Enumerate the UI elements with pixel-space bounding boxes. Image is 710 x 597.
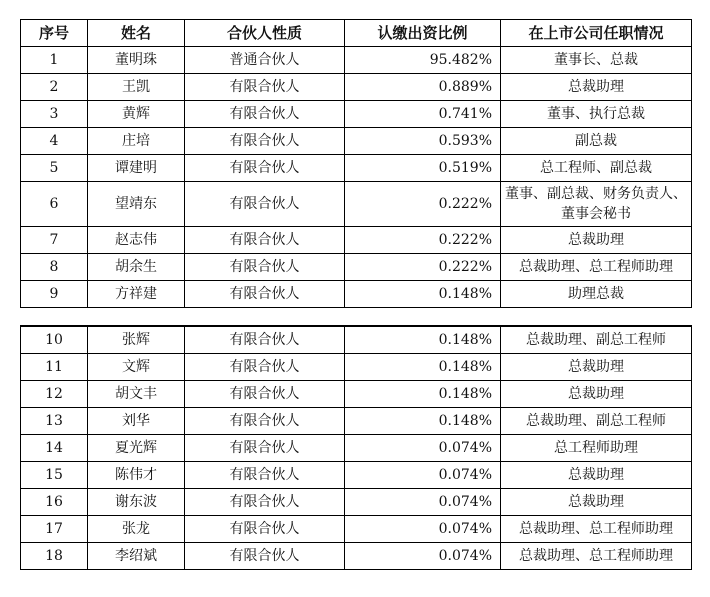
- cell-partner-type: 有限合伙人: [185, 462, 345, 489]
- cell-no: 16: [21, 489, 88, 516]
- cell-position: 董事、执行总裁: [501, 101, 692, 128]
- table-row: [21, 516, 692, 543]
- cell-contribution-ratio: 0.148%: [345, 326, 501, 354]
- cell-contribution-ratio: 0.074%: [345, 489, 501, 516]
- cell-position: 总裁助理、总工程师助理: [501, 543, 692, 570]
- cell-contribution-ratio: 0.074%: [345, 516, 501, 543]
- cell-no: 5: [21, 155, 88, 182]
- header-contribution-ratio: 认缴出资比例: [345, 20, 501, 47]
- table-row: [21, 489, 692, 516]
- cell-name: 望靖东: [88, 182, 185, 227]
- table-row: [21, 354, 692, 381]
- cell-position: 助理总裁: [501, 281, 692, 308]
- table-row: [21, 462, 692, 489]
- cell-position: 总裁助理、副总工程师: [501, 408, 692, 435]
- cell-partner-type: 有限合伙人: [185, 381, 345, 408]
- cell-position: 副总裁: [501, 128, 692, 155]
- cell-position: 总裁助理: [501, 354, 692, 381]
- cell-no: 3: [21, 101, 88, 128]
- cell-position: 总裁助理: [501, 462, 692, 489]
- cell-partner-type: 有限合伙人: [185, 435, 345, 462]
- cell-contribution-ratio: 0.074%: [345, 462, 501, 489]
- cell-position: 总裁助理: [501, 74, 692, 101]
- cell-no: 12: [21, 381, 88, 408]
- cell-name: 张龙: [88, 516, 185, 543]
- cell-position: 总裁助理、副总工程师: [501, 326, 692, 354]
- cell-partner-type: 有限合伙人: [185, 101, 345, 128]
- cell-position: 总裁助理: [501, 489, 692, 516]
- cell-no: 4: [21, 128, 88, 155]
- cell-partner-type: 有限合伙人: [185, 281, 345, 308]
- cell-name: 夏光辉: [88, 435, 185, 462]
- cell-no: 7: [21, 227, 88, 254]
- header-no: 序号: [21, 20, 88, 47]
- header-name: 姓名: [88, 20, 185, 47]
- cell-contribution-ratio: 0.222%: [345, 254, 501, 281]
- table-row: [21, 182, 692, 227]
- table-row: [21, 47, 692, 74]
- cell-partner-type: 有限合伙人: [185, 543, 345, 570]
- cell-position: 董事长、总裁: [501, 47, 692, 74]
- cell-name: 王凯: [88, 74, 185, 101]
- cell-partner-type: 有限合伙人: [185, 182, 345, 227]
- table-row: [21, 408, 692, 435]
- cell-partner-type: 有限合伙人: [185, 155, 345, 182]
- cell-name: 庄培: [88, 128, 185, 155]
- table-row: [21, 128, 692, 155]
- cell-name: 文辉: [88, 354, 185, 381]
- cell-name: 刘华: [88, 408, 185, 435]
- cell-no: 17: [21, 516, 88, 543]
- cell-name: 赵志伟: [88, 227, 185, 254]
- cell-contribution-ratio: 0.148%: [345, 281, 501, 308]
- cell-contribution-ratio: 0.148%: [345, 354, 501, 381]
- cell-no: 2: [21, 74, 88, 101]
- partner-table-part2: [20, 325, 692, 570]
- cell-contribution-ratio: 0.074%: [345, 435, 501, 462]
- cell-partner-type: 有限合伙人: [185, 516, 345, 543]
- cell-name: 董明珠: [88, 47, 185, 74]
- cell-position: 总工程师、副总裁: [501, 155, 692, 182]
- cell-no: 18: [21, 543, 88, 570]
- cell-partner-type: 有限合伙人: [185, 326, 345, 354]
- table-row: [21, 381, 692, 408]
- cell-name: 张辉: [88, 326, 185, 354]
- cell-partner-type: 普通合伙人: [185, 47, 345, 74]
- table-row: [21, 74, 692, 101]
- cell-partner-type: 有限合伙人: [185, 74, 345, 101]
- partner-table-part1: [20, 19, 692, 308]
- cell-partner-type: 有限合伙人: [185, 254, 345, 281]
- cell-name: 谢东波: [88, 489, 185, 516]
- cell-contribution-ratio: 0.519%: [345, 155, 501, 182]
- header-partner-type: 合伙人性质: [185, 20, 345, 47]
- header-row: [21, 20, 692, 47]
- cell-contribution-ratio: 0.222%: [345, 182, 501, 227]
- cell-contribution-ratio: 0.148%: [345, 408, 501, 435]
- table-row: [21, 435, 692, 462]
- cell-name: 谭建明: [88, 155, 185, 182]
- table-row: [21, 227, 692, 254]
- cell-no: 13: [21, 408, 88, 435]
- cell-contribution-ratio: 0.741%: [345, 101, 501, 128]
- cell-position: 总工程师助理: [501, 435, 692, 462]
- cell-no: 9: [21, 281, 88, 308]
- cell-contribution-ratio: 0.148%: [345, 381, 501, 408]
- cell-partner-type: 有限合伙人: [185, 489, 345, 516]
- table-row: [21, 254, 692, 281]
- cell-position: 总裁助理、总工程师助理: [501, 516, 692, 543]
- cell-name: 陈伟才: [88, 462, 185, 489]
- cell-name: 胡文丰: [88, 381, 185, 408]
- cell-name: 方祥建: [88, 281, 185, 308]
- cell-contribution-ratio: 0.074%: [345, 543, 501, 570]
- table-row: [21, 155, 692, 182]
- table-row: [21, 281, 692, 308]
- cell-name: 黄辉: [88, 101, 185, 128]
- cell-position: 总裁助理: [501, 381, 692, 408]
- cell-contribution-ratio: 0.222%: [345, 227, 501, 254]
- cell-name: 李绍斌: [88, 543, 185, 570]
- cell-position: 总裁助理: [501, 227, 692, 254]
- cell-partner-type: 有限合伙人: [185, 408, 345, 435]
- cell-contribution-ratio: 0.593%: [345, 128, 501, 155]
- table-row: [21, 543, 692, 570]
- cell-partner-type: 有限合伙人: [185, 227, 345, 254]
- cell-partner-type: 有限合伙人: [185, 128, 345, 155]
- cell-contribution-ratio: 0.889%: [345, 74, 501, 101]
- cell-no: 10: [21, 326, 88, 354]
- cell-no: 11: [21, 354, 88, 381]
- cell-name: 胡余生: [88, 254, 185, 281]
- cell-no: 8: [21, 254, 88, 281]
- cell-contribution-ratio: 95.482%: [345, 47, 501, 74]
- header-position: 在上市公司任职情况: [501, 20, 692, 47]
- cell-no: 14: [21, 435, 88, 462]
- cell-no: 1: [21, 47, 88, 74]
- cell-no: 6: [21, 182, 88, 227]
- cell-partner-type: 有限合伙人: [185, 354, 345, 381]
- cell-no: 15: [21, 462, 88, 489]
- cell-position: 董事、副总裁、财务负责人、董事会秘书: [501, 182, 692, 227]
- cell-position: 总裁助理、总工程师助理: [501, 254, 692, 281]
- table-row: [21, 101, 692, 128]
- table-row: [21, 326, 692, 354]
